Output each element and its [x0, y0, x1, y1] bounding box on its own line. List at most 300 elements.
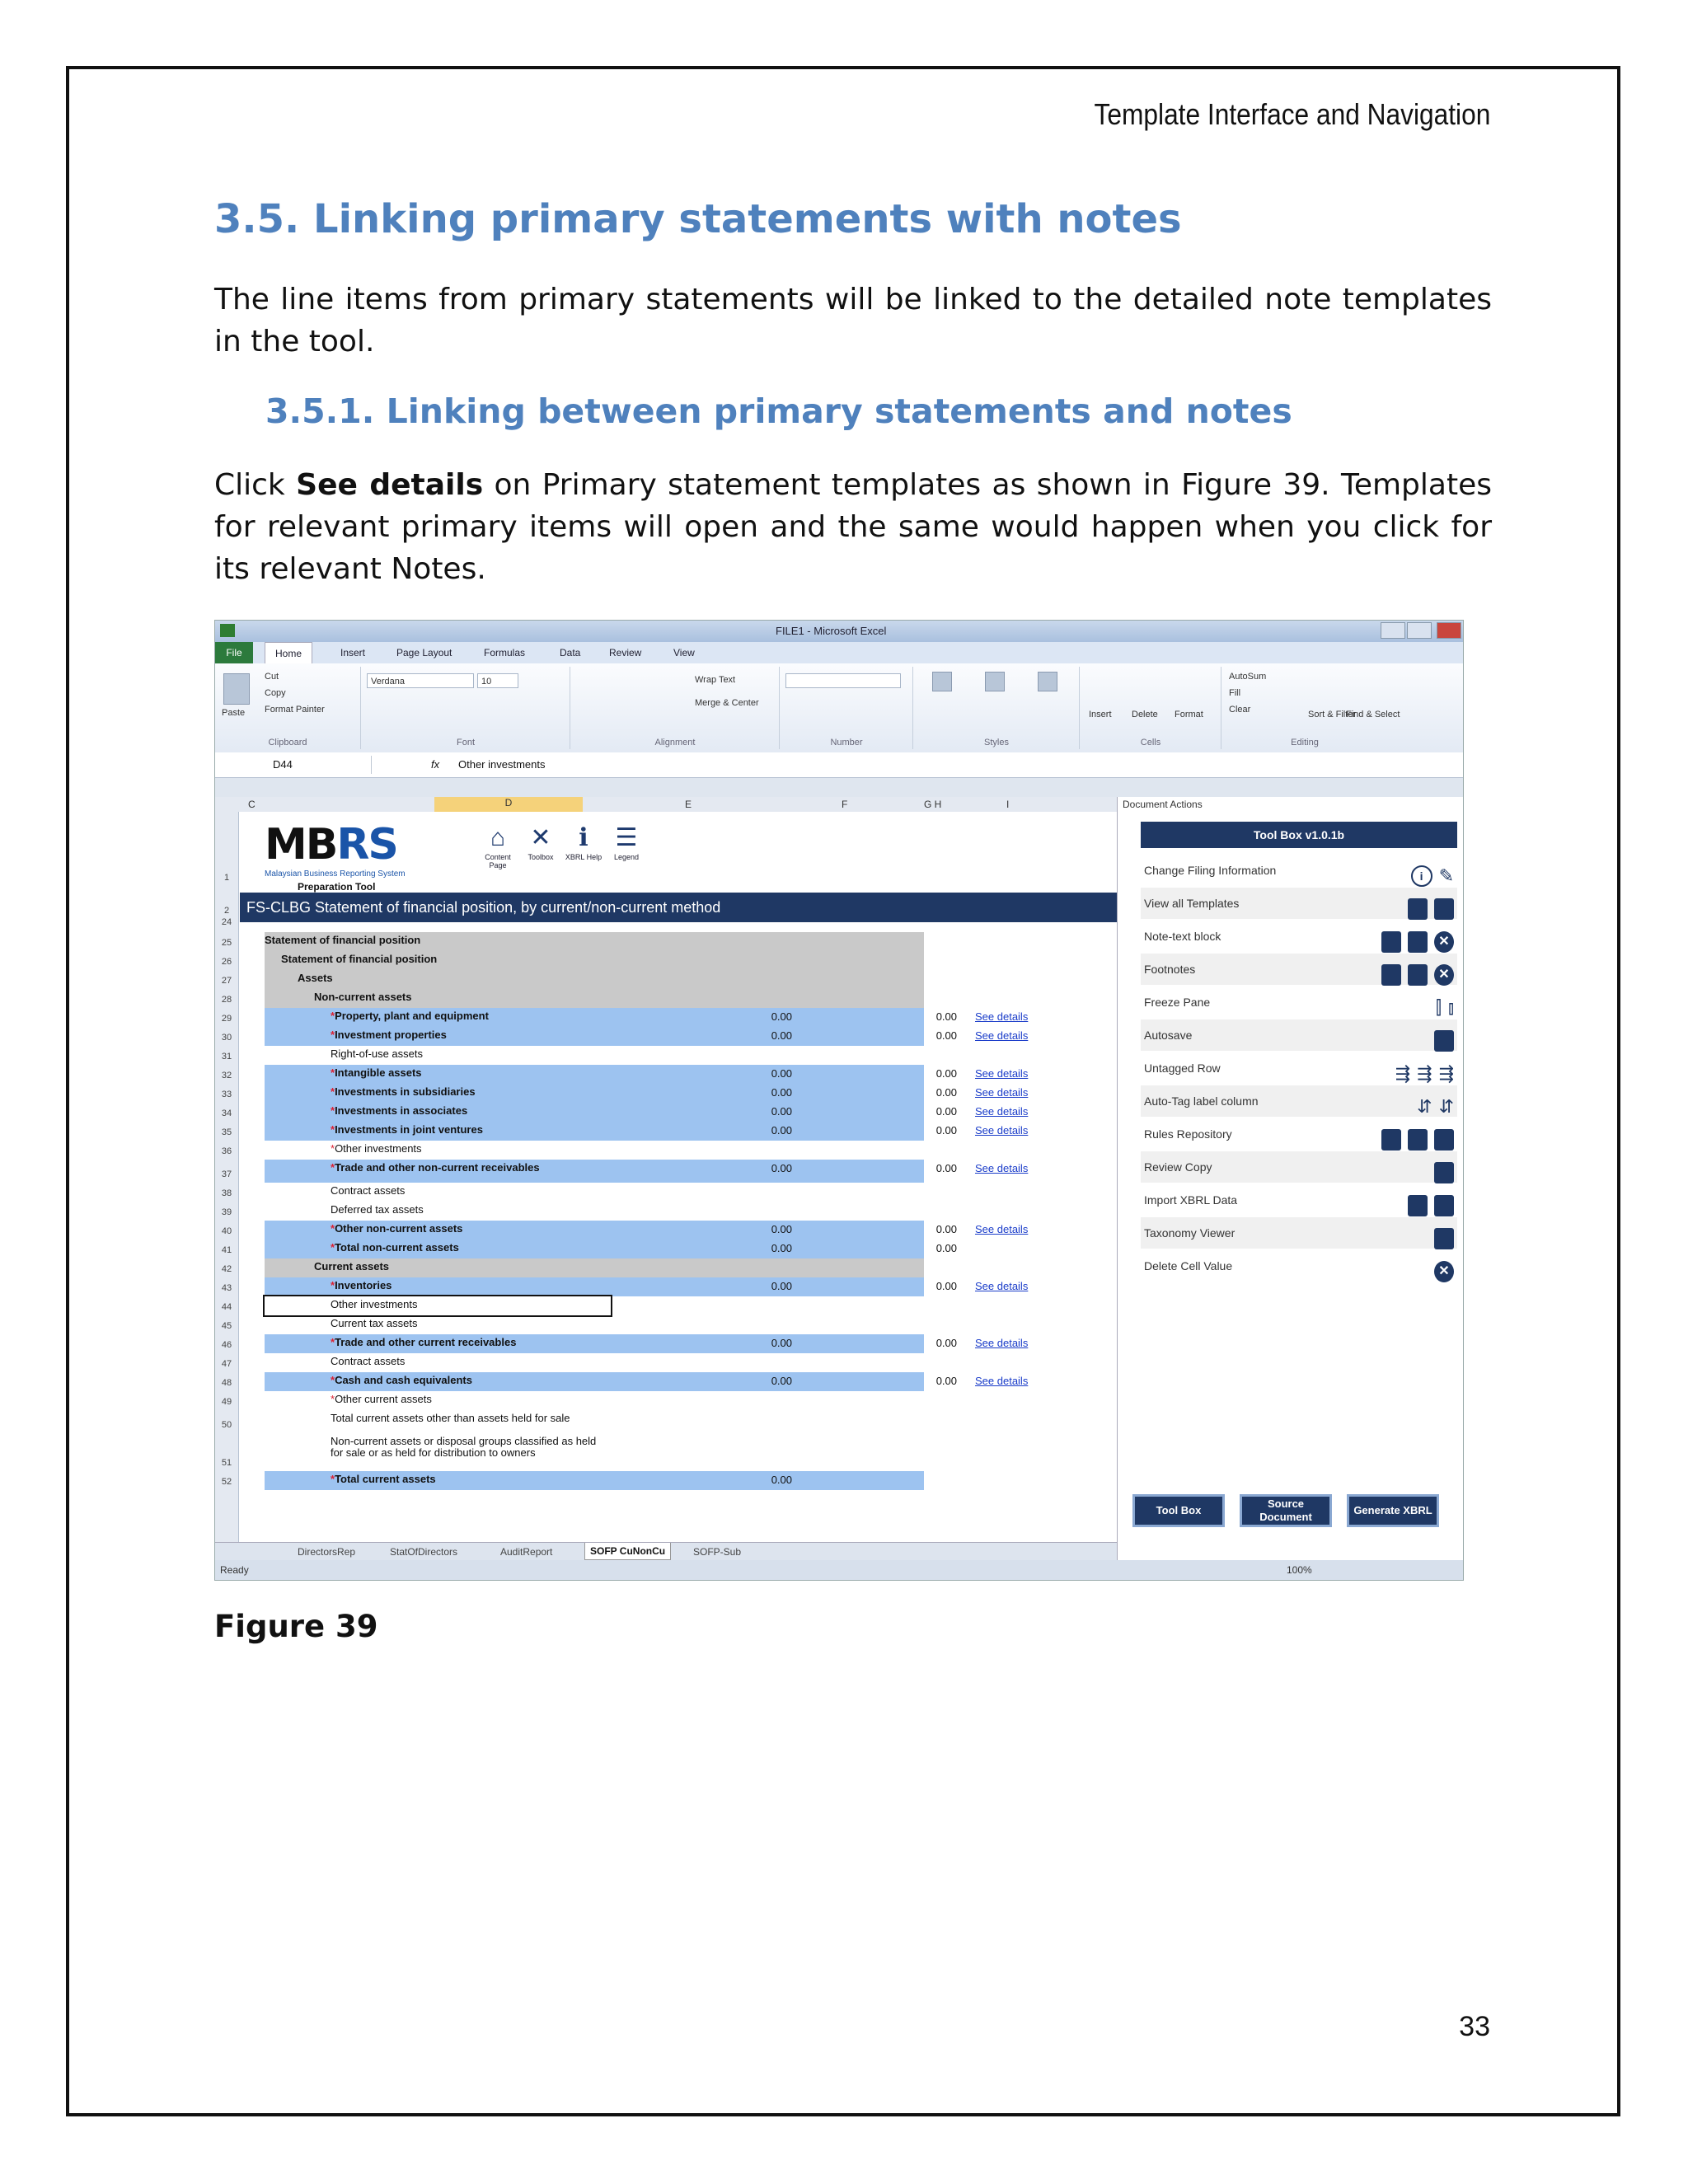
- table-row[interactable]: [265, 951, 924, 970]
- required-marker: *: [331, 1473, 335, 1485]
- document-icon[interactable]: [1434, 1129, 1454, 1151]
- section-heading: 3.5. Linking primary statements with notes: [214, 196, 1182, 242]
- row-label-text: Contract assets: [331, 1355, 406, 1367]
- toolbox-item[interactable]: [1141, 1217, 1457, 1249]
- document-icon[interactable]: [1434, 1030, 1454, 1052]
- row-label-text: Trade and other current receivables: [335, 1336, 517, 1348]
- see-details-link[interactable]: See details: [975, 1223, 1029, 1235]
- merge-center-button[interactable]: Merge & Center: [695, 698, 759, 708]
- format-painter-button[interactable]: Format Painter: [265, 705, 325, 715]
- current-year-value[interactable]: 0.00: [771, 1029, 792, 1042]
- row-number[interactable]: 38: [221, 1188, 232, 1198]
- table-row[interactable]: [265, 1046, 1117, 1065]
- tab-data[interactable]: Data: [560, 647, 581, 658]
- toolbox-item-label: Freeze Pane: [1144, 996, 1211, 1009]
- name-box[interactable]: D44: [215, 756, 372, 774]
- tab-page-layout[interactable]: Page Layout: [396, 647, 452, 658]
- row-number[interactable]: 40: [221, 1226, 232, 1236]
- maximize-button[interactable]: [1407, 622, 1432, 639]
- required-marker: *: [331, 1085, 335, 1098]
- prior-year-value[interactable]: 0.00: [935, 1337, 957, 1349]
- row-label: [331, 1474, 436, 1485]
- see-details-link[interactable]: See details: [975, 1010, 1029, 1023]
- document-icon[interactable]: [1434, 1162, 1454, 1183]
- source-document-button[interactable]: Source Document: [1240, 1494, 1332, 1527]
- toolbox-item-label: Untagged Row: [1144, 1062, 1221, 1075]
- prior-year-value[interactable]: 0.00: [935, 1280, 957, 1292]
- worksheet: [215, 812, 1117, 1542]
- row-label-text: Investments in joint ventures: [335, 1123, 483, 1136]
- see-details-link[interactable]: See details: [975, 1337, 1029, 1349]
- table-row[interactable]: [265, 1065, 1029, 1084]
- toolbox-item-icons: [1389, 1057, 1454, 1089]
- row-number[interactable]: 35: [221, 1127, 232, 1137]
- alignment-group: [571, 667, 780, 749]
- delete-icon[interactable]: ✕: [1434, 931, 1454, 953]
- table-row[interactable]: [265, 1122, 1029, 1141]
- tools-icon: ✕: [530, 824, 551, 851]
- row-label: [265, 935, 420, 946]
- column-header[interactable]: C: [248, 799, 256, 810]
- info-icon[interactable]: i: [1411, 865, 1432, 887]
- prior-year-value[interactable]: 0.00: [935, 1223, 957, 1235]
- toolbox-item-label: Taxonomy Viewer: [1144, 1226, 1236, 1240]
- editing-group-label: Editing: [1291, 738, 1319, 748]
- font-size-select[interactable]: 10: [477, 673, 518, 688]
- row-label-text: Intangible assets: [335, 1066, 422, 1079]
- required-marker: *: [331, 1142, 335, 1155]
- row-label-text: Right-of-use assets: [331, 1047, 423, 1060]
- minimize-button[interactable]: [1381, 622, 1405, 639]
- current-year-value[interactable]: 0.00: [771, 1337, 792, 1349]
- copy-button[interactable]: Copy: [265, 688, 286, 698]
- current-year-value[interactable]: 0.00: [771, 1280, 792, 1292]
- legend-icon[interactable]: [606, 823, 647, 861]
- toolbox-item-icons: [1404, 860, 1454, 891]
- tool-box-button[interactable]: Tool Box: [1132, 1494, 1225, 1527]
- row-number[interactable]: 28: [221, 995, 232, 1005]
- current-year-value[interactable]: 0.00: [771, 1474, 792, 1486]
- prior-year-value[interactable]: 0.00: [935, 1010, 957, 1023]
- current-year-value[interactable]: 0.00: [771, 1124, 792, 1137]
- page-number: 33: [1459, 2011, 1490, 2042]
- row-number[interactable]: 50: [221, 1420, 232, 1430]
- preparation-tool-label: Preparation Tool: [298, 881, 376, 893]
- action-icon[interactable]: ⇶: [1438, 1063, 1454, 1085]
- document-icon[interactable]: [1408, 1129, 1428, 1151]
- required-marker: *: [331, 1279, 335, 1291]
- row-label: [331, 1242, 459, 1254]
- document-icon[interactable]: [1434, 898, 1454, 920]
- body-suffix: on Primary statement templates as shown in Figure 39. Templates for relevant primary items will open and the same would happen when you click for its relevant Notes.: [214, 468, 1492, 586]
- see-details-link[interactable]: See details: [975, 1029, 1029, 1042]
- see-details-link[interactable]: See details: [975, 1162, 1029, 1174]
- action-icon[interactable]: ⇶: [1417, 1063, 1432, 1085]
- row-number[interactable]: 24: [221, 917, 232, 927]
- ribbon-tabs: [215, 642, 1463, 663]
- action-icon[interactable]: ⫿: [1435, 997, 1442, 1019]
- row-number[interactable]: 52: [221, 1477, 232, 1487]
- toolbox-label: Toolbox: [528, 853, 554, 861]
- table-row[interactable]: [265, 1202, 1117, 1221]
- toolbox-item[interactable]: [1141, 987, 1457, 1018]
- toolbox-item[interactable]: [1141, 1052, 1457, 1084]
- row-label: [331, 1124, 483, 1136]
- toolbox-item-label: Import XBRL Data: [1144, 1193, 1238, 1207]
- row-label: [281, 954, 437, 965]
- tab-file[interactable]: File: [215, 642, 253, 663]
- generate-xbrl-button[interactable]: Generate XBRL: [1347, 1494, 1439, 1527]
- current-year-value[interactable]: 0.00: [771, 1067, 792, 1080]
- table-row[interactable]: [265, 1471, 924, 1490]
- sheet-tab-active[interactable]: SOFP CuNonCu: [584, 1543, 671, 1560]
- table-row[interactable]: [265, 1008, 1029, 1027]
- toolbox-item[interactable]: [1141, 1118, 1457, 1150]
- row-number[interactable]: 27: [221, 976, 232, 986]
- toolbox-header: Tool Box v1.0.1b: [1141, 822, 1457, 848]
- required-marker: *: [331, 1374, 335, 1386]
- toolbox-item-label: Change Filing Information: [1144, 864, 1277, 877]
- document-icon[interactable]: [1408, 898, 1428, 920]
- required-marker: *: [331, 1066, 335, 1079]
- conditional-formatting-icon[interactable]: [932, 672, 952, 691]
- row-number[interactable]: 30: [221, 1033, 232, 1043]
- row-label: [331, 1143, 422, 1155]
- list-icon: ☰: [615, 824, 638, 851]
- row-number[interactable]: 47: [221, 1359, 232, 1369]
- intro-paragraph: The line items from primary statements will be linked to the detailed note templates in the tool.: [214, 283, 1492, 359]
- clipboard-group: [215, 667, 361, 749]
- toolbox-item-icons: [1401, 1189, 1454, 1221]
- row-number[interactable]: 42: [221, 1264, 232, 1274]
- table-row[interactable]: [265, 1221, 1029, 1240]
- see-details-link[interactable]: See details: [975, 1067, 1029, 1080]
- toolbox-item[interactable]: [1141, 1085, 1457, 1117]
- table-row[interactable]: [265, 1353, 1117, 1372]
- sheet-tab[interactable]: AuditReport: [500, 1546, 553, 1558]
- row-number[interactable]: 45: [221, 1321, 232, 1331]
- row-number[interactable]: 41: [221, 1245, 232, 1255]
- required-marker: *: [331, 1393, 335, 1405]
- row-label: [331, 1394, 432, 1405]
- function-icon[interactable]: fx: [431, 758, 440, 771]
- column-headers: [215, 797, 1117, 813]
- prior-year-value[interactable]: 0.00: [935, 1162, 957, 1174]
- row-label: [331, 1029, 447, 1041]
- row-label: [331, 1067, 422, 1079]
- toolbox-item[interactable]: [1141, 921, 1457, 952]
- see-details-link[interactable]: See details: [975, 1375, 1029, 1387]
- row-number[interactable]: 44: [221, 1302, 232, 1312]
- row-label: [331, 1204, 424, 1216]
- row-label: [314, 991, 411, 1003]
- clear-button[interactable]: Clear: [1229, 705, 1251, 715]
- autosum-button[interactable]: AutoSum: [1229, 672, 1267, 682]
- table-row[interactable]: [265, 1410, 1117, 1433]
- delete-icon[interactable]: ✕: [1434, 964, 1454, 986]
- toolbox-icon[interactable]: [520, 823, 561, 861]
- column-header[interactable]: E: [685, 799, 692, 810]
- table-row[interactable]: [265, 1334, 1029, 1353]
- content-page-label: Content Page: [485, 853, 511, 869]
- close-button[interactable]: [1437, 622, 1461, 639]
- row-label-text: Total current assets: [335, 1473, 436, 1485]
- formula-input[interactable]: Other investments: [458, 758, 546, 771]
- find-select-button[interactable]: Find & Select: [1346, 710, 1400, 719]
- prior-year-value[interactable]: 0.00: [935, 1242, 957, 1254]
- row-number[interactable]: 1: [223, 873, 230, 883]
- toolbox-item[interactable]: [1141, 855, 1457, 886]
- row-label-text: Non-current assets: [314, 991, 412, 1003]
- legend-label: Legend: [613, 853, 640, 861]
- see-details-link[interactable]: See details: [975, 1105, 1029, 1118]
- sort-filter-button[interactable]: Sort & Filter: [1308, 710, 1357, 719]
- mbrs-subtitle: Malaysian Business Reporting System: [265, 869, 406, 879]
- row-number[interactable]: 49: [221, 1397, 232, 1407]
- current-year-value[interactable]: 0.00: [771, 1162, 792, 1174]
- row-number[interactable]: 33: [221, 1090, 232, 1099]
- table-row[interactable]: [265, 1027, 1029, 1046]
- delete-cells-button[interactable]: Delete: [1132, 710, 1158, 719]
- action-icon[interactable]: ⫾: [1447, 997, 1454, 1019]
- action-icon[interactable]: ✎: [1438, 865, 1454, 887]
- format-as-table-icon[interactable]: [985, 672, 1005, 691]
- table-row[interactable]: [265, 1141, 1117, 1160]
- table-row[interactable]: [265, 1372, 1029, 1391]
- cut-button[interactable]: Cut: [265, 672, 279, 682]
- row-label: [331, 1337, 516, 1348]
- prior-year-value[interactable]: 0.00: [935, 1124, 957, 1137]
- cells-group-label: Cells: [1140, 738, 1161, 748]
- row-number[interactable]: 37: [221, 1169, 232, 1179]
- current-year-value[interactable]: 0.00: [771, 1010, 792, 1023]
- row-label-text: Other investments: [335, 1142, 422, 1155]
- xbrl-help-icon[interactable]: [563, 823, 604, 861]
- required-marker: *: [331, 1010, 335, 1022]
- toolbox-item[interactable]: [1141, 888, 1457, 919]
- document-icon[interactable]: [1408, 931, 1428, 953]
- row-label-text: Total non-current assets: [335, 1241, 459, 1254]
- table-row[interactable]: [265, 1084, 1029, 1103]
- sheet-tab[interactable]: StatOfDirectors: [390, 1546, 458, 1558]
- toolbox-item[interactable]: [1141, 1184, 1457, 1216]
- table-row[interactable]: [265, 1160, 1029, 1183]
- row-number[interactable]: 46: [221, 1340, 232, 1350]
- row-label: [331, 1223, 462, 1235]
- row-number[interactable]: 34: [221, 1108, 232, 1118]
- font-group-label: Font: [456, 738, 475, 748]
- row-label-text: Other current assets: [335, 1393, 432, 1405]
- toolbox-item-label: Delete Cell Value: [1144, 1259, 1233, 1272]
- document-icon[interactable]: [1381, 964, 1401, 986]
- row-label: [331, 1185, 405, 1197]
- status-ready: Ready: [220, 1564, 249, 1576]
- column-header[interactable]: I: [1006, 799, 1010, 810]
- row-label-text: Inventories: [335, 1279, 392, 1291]
- table-row[interactable]: [265, 1315, 1117, 1334]
- sheet-tabs: [215, 1542, 1117, 1561]
- toolbox-item[interactable]: [1141, 954, 1457, 985]
- number-group: [781, 667, 913, 749]
- paste-icon[interactable]: [223, 673, 250, 705]
- row-label-text: Statement of financial position: [265, 934, 421, 946]
- row-label: [331, 1010, 489, 1022]
- prior-year-value[interactable]: 0.00: [935, 1105, 957, 1118]
- required-marker: *: [331, 1104, 335, 1117]
- tab-formulas[interactable]: Formulas: [484, 647, 526, 658]
- row-label-text: Other investments: [331, 1298, 418, 1310]
- row-number[interactable]: 32: [221, 1071, 232, 1080]
- row-label-text: Cash and cash equivalents: [335, 1374, 472, 1386]
- font-name-select[interactable]: Verdana: [367, 673, 474, 688]
- see-details-link[interactable]: See details: [975, 1086, 1029, 1099]
- toolbox-item-icons: [1428, 1024, 1454, 1056]
- subsection-heading: 3.5.1. Linking between primary statements and notes: [265, 391, 1292, 431]
- required-marker: *: [331, 1222, 335, 1235]
- editing-group: [1222, 667, 1400, 749]
- number-group-label: Number: [830, 738, 863, 748]
- cell-styles-icon[interactable]: [1038, 672, 1057, 691]
- table-row[interactable]: [265, 1240, 957, 1258]
- toolbox-item-icons: [1375, 926, 1454, 957]
- row-label: [331, 1280, 392, 1291]
- document-actions-pane: [1117, 797, 1464, 1560]
- column-header[interactable]: G H: [924, 799, 942, 810]
- status-bar: [215, 1560, 1463, 1580]
- see-details-link[interactable]: See details: [975, 1280, 1029, 1292]
- document-icon[interactable]: [1408, 964, 1428, 986]
- toolbox-item[interactable]: [1141, 1250, 1457, 1282]
- table-row[interactable]: [265, 932, 924, 951]
- table-row[interactable]: [265, 1103, 1029, 1122]
- column-header[interactable]: F: [842, 799, 848, 810]
- row-label-text: Deferred tax assets: [331, 1203, 424, 1216]
- table-row[interactable]: [265, 989, 924, 1008]
- row-label-text: Assets: [298, 972, 333, 984]
- row-number[interactable]: 48: [221, 1378, 232, 1388]
- row-label-text: Statement of financial position: [281, 953, 438, 965]
- current-year-value[interactable]: 0.00: [771, 1242, 792, 1254]
- table-row[interactable]: [265, 1183, 1117, 1202]
- see-details-link[interactable]: See details: [975, 1124, 1029, 1137]
- row-number[interactable]: 39: [221, 1207, 232, 1217]
- row-label: [314, 1261, 389, 1272]
- prior-year-value[interactable]: 0.00: [935, 1029, 957, 1042]
- row-label: [331, 1375, 472, 1386]
- ribbon-home: [215, 663, 1463, 753]
- action-icon[interactable]: ⇶: [1395, 1063, 1411, 1085]
- row-label: [331, 1318, 418, 1329]
- toolbox-item-icons: [1428, 1222, 1454, 1254]
- row-number[interactable]: 31: [221, 1052, 232, 1062]
- figure-caption: Figure 39: [214, 1609, 378, 1644]
- column-header-selected[interactable]: D: [434, 797, 583, 812]
- prior-year-value[interactable]: 0.00: [935, 1086, 957, 1099]
- document-icon[interactable]: [1408, 1195, 1428, 1216]
- document-icon[interactable]: [1381, 1129, 1401, 1151]
- row-number[interactable]: 29: [221, 1014, 232, 1024]
- insert-cells-button[interactable]: Insert: [1089, 710, 1112, 719]
- row-label-text: Contract assets: [331, 1184, 406, 1197]
- prior-year-value[interactable]: 0.00: [935, 1375, 957, 1387]
- template-banner: FS-CLBG Statement of financial position, by current/non-current method: [240, 893, 1117, 922]
- home-icon: ⌂: [490, 824, 506, 851]
- wrap-text-button[interactable]: Wrap Text: [695, 675, 736, 685]
- logo-mb: MB: [265, 820, 337, 869]
- toolbox-item-label: Footnotes: [1144, 963, 1196, 976]
- document-actions-title: Document Actions: [1123, 799, 1203, 810]
- row-label: [331, 1413, 603, 1424]
- tab-insert[interactable]: Insert: [340, 647, 366, 658]
- row-number[interactable]: 43: [221, 1283, 232, 1293]
- row-label: [331, 1436, 603, 1459]
- toolbox-item-label: View all Templates: [1144, 897, 1240, 910]
- paste-label[interactable]: Paste: [222, 708, 246, 718]
- row-number[interactable]: 26: [221, 957, 232, 967]
- sheet-tab[interactable]: DirectorsRep: [298, 1546, 356, 1558]
- toolbox-item-icons: [1428, 1156, 1454, 1188]
- action-icon[interactable]: ⇵: [1438, 1096, 1454, 1118]
- current-year-value[interactable]: 0.00: [771, 1223, 792, 1235]
- table-row[interactable]: [265, 1296, 611, 1315]
- body-prefix: Click: [214, 468, 297, 502]
- current-year-value[interactable]: 0.00: [771, 1086, 792, 1099]
- tab-home[interactable]: Home: [265, 642, 312, 664]
- toolbox-item-icons: [1401, 893, 1454, 924]
- fill-button[interactable]: Fill: [1229, 688, 1241, 698]
- number-format-select[interactable]: [785, 673, 901, 688]
- content-page-icon[interactable]: [477, 823, 518, 869]
- row-label-text: Total current assets other than assets held for sale: [331, 1412, 570, 1424]
- toolbox-item-icons: [1410, 1090, 1454, 1122]
- delete-icon[interactable]: ✕: [1434, 1261, 1454, 1282]
- row-number[interactable]: 36: [221, 1146, 232, 1156]
- alignment-group-label: Alignment: [654, 738, 696, 748]
- toolbox-item[interactable]: [1141, 1019, 1457, 1051]
- current-year-value[interactable]: 0.00: [771, 1105, 792, 1118]
- document-icon[interactable]: [1434, 1195, 1454, 1216]
- row-number[interactable]: 25: [221, 938, 232, 948]
- toolbox-item[interactable]: [1141, 1151, 1457, 1183]
- current-year-value[interactable]: 0.00: [771, 1375, 792, 1387]
- row-label-text: Current tax assets: [331, 1317, 418, 1329]
- row-label-text: Investments in subsidiaries: [335, 1085, 476, 1098]
- table-row[interactable]: [265, 1391, 1117, 1410]
- document-icon[interactable]: [1381, 931, 1401, 953]
- zoom-level[interactable]: 100%: [1287, 1564, 1312, 1576]
- sheet-tab[interactable]: SOFP-Sub: [693, 1546, 742, 1558]
- row-number[interactable]: 51: [221, 1458, 232, 1468]
- row-label: [298, 972, 333, 984]
- format-cells-button[interactable]: Format: [1175, 710, 1203, 719]
- required-marker: *: [331, 1336, 335, 1348]
- excel-title-bar: [215, 621, 1463, 642]
- document-icon[interactable]: [1434, 1228, 1454, 1249]
- table-row[interactable]: [265, 1258, 924, 1277]
- action-icon[interactable]: ⇵: [1417, 1096, 1432, 1118]
- row-label-text: Trade and other non-current receivables: [335, 1161, 540, 1174]
- table-row[interactable]: [265, 1277, 1029, 1296]
- row-number[interactable]: 2: [223, 906, 230, 916]
- tab-view[interactable]: View: [673, 647, 695, 658]
- required-marker: *: [331, 1241, 335, 1254]
- row-label: [331, 1086, 476, 1098]
- info-icon: ℹ: [579, 824, 588, 851]
- prior-year-value[interactable]: 0.00: [935, 1067, 957, 1080]
- table-row[interactable]: [265, 970, 924, 989]
- table-row[interactable]: [265, 1433, 1117, 1471]
- tab-review[interactable]: Review: [609, 647, 642, 658]
